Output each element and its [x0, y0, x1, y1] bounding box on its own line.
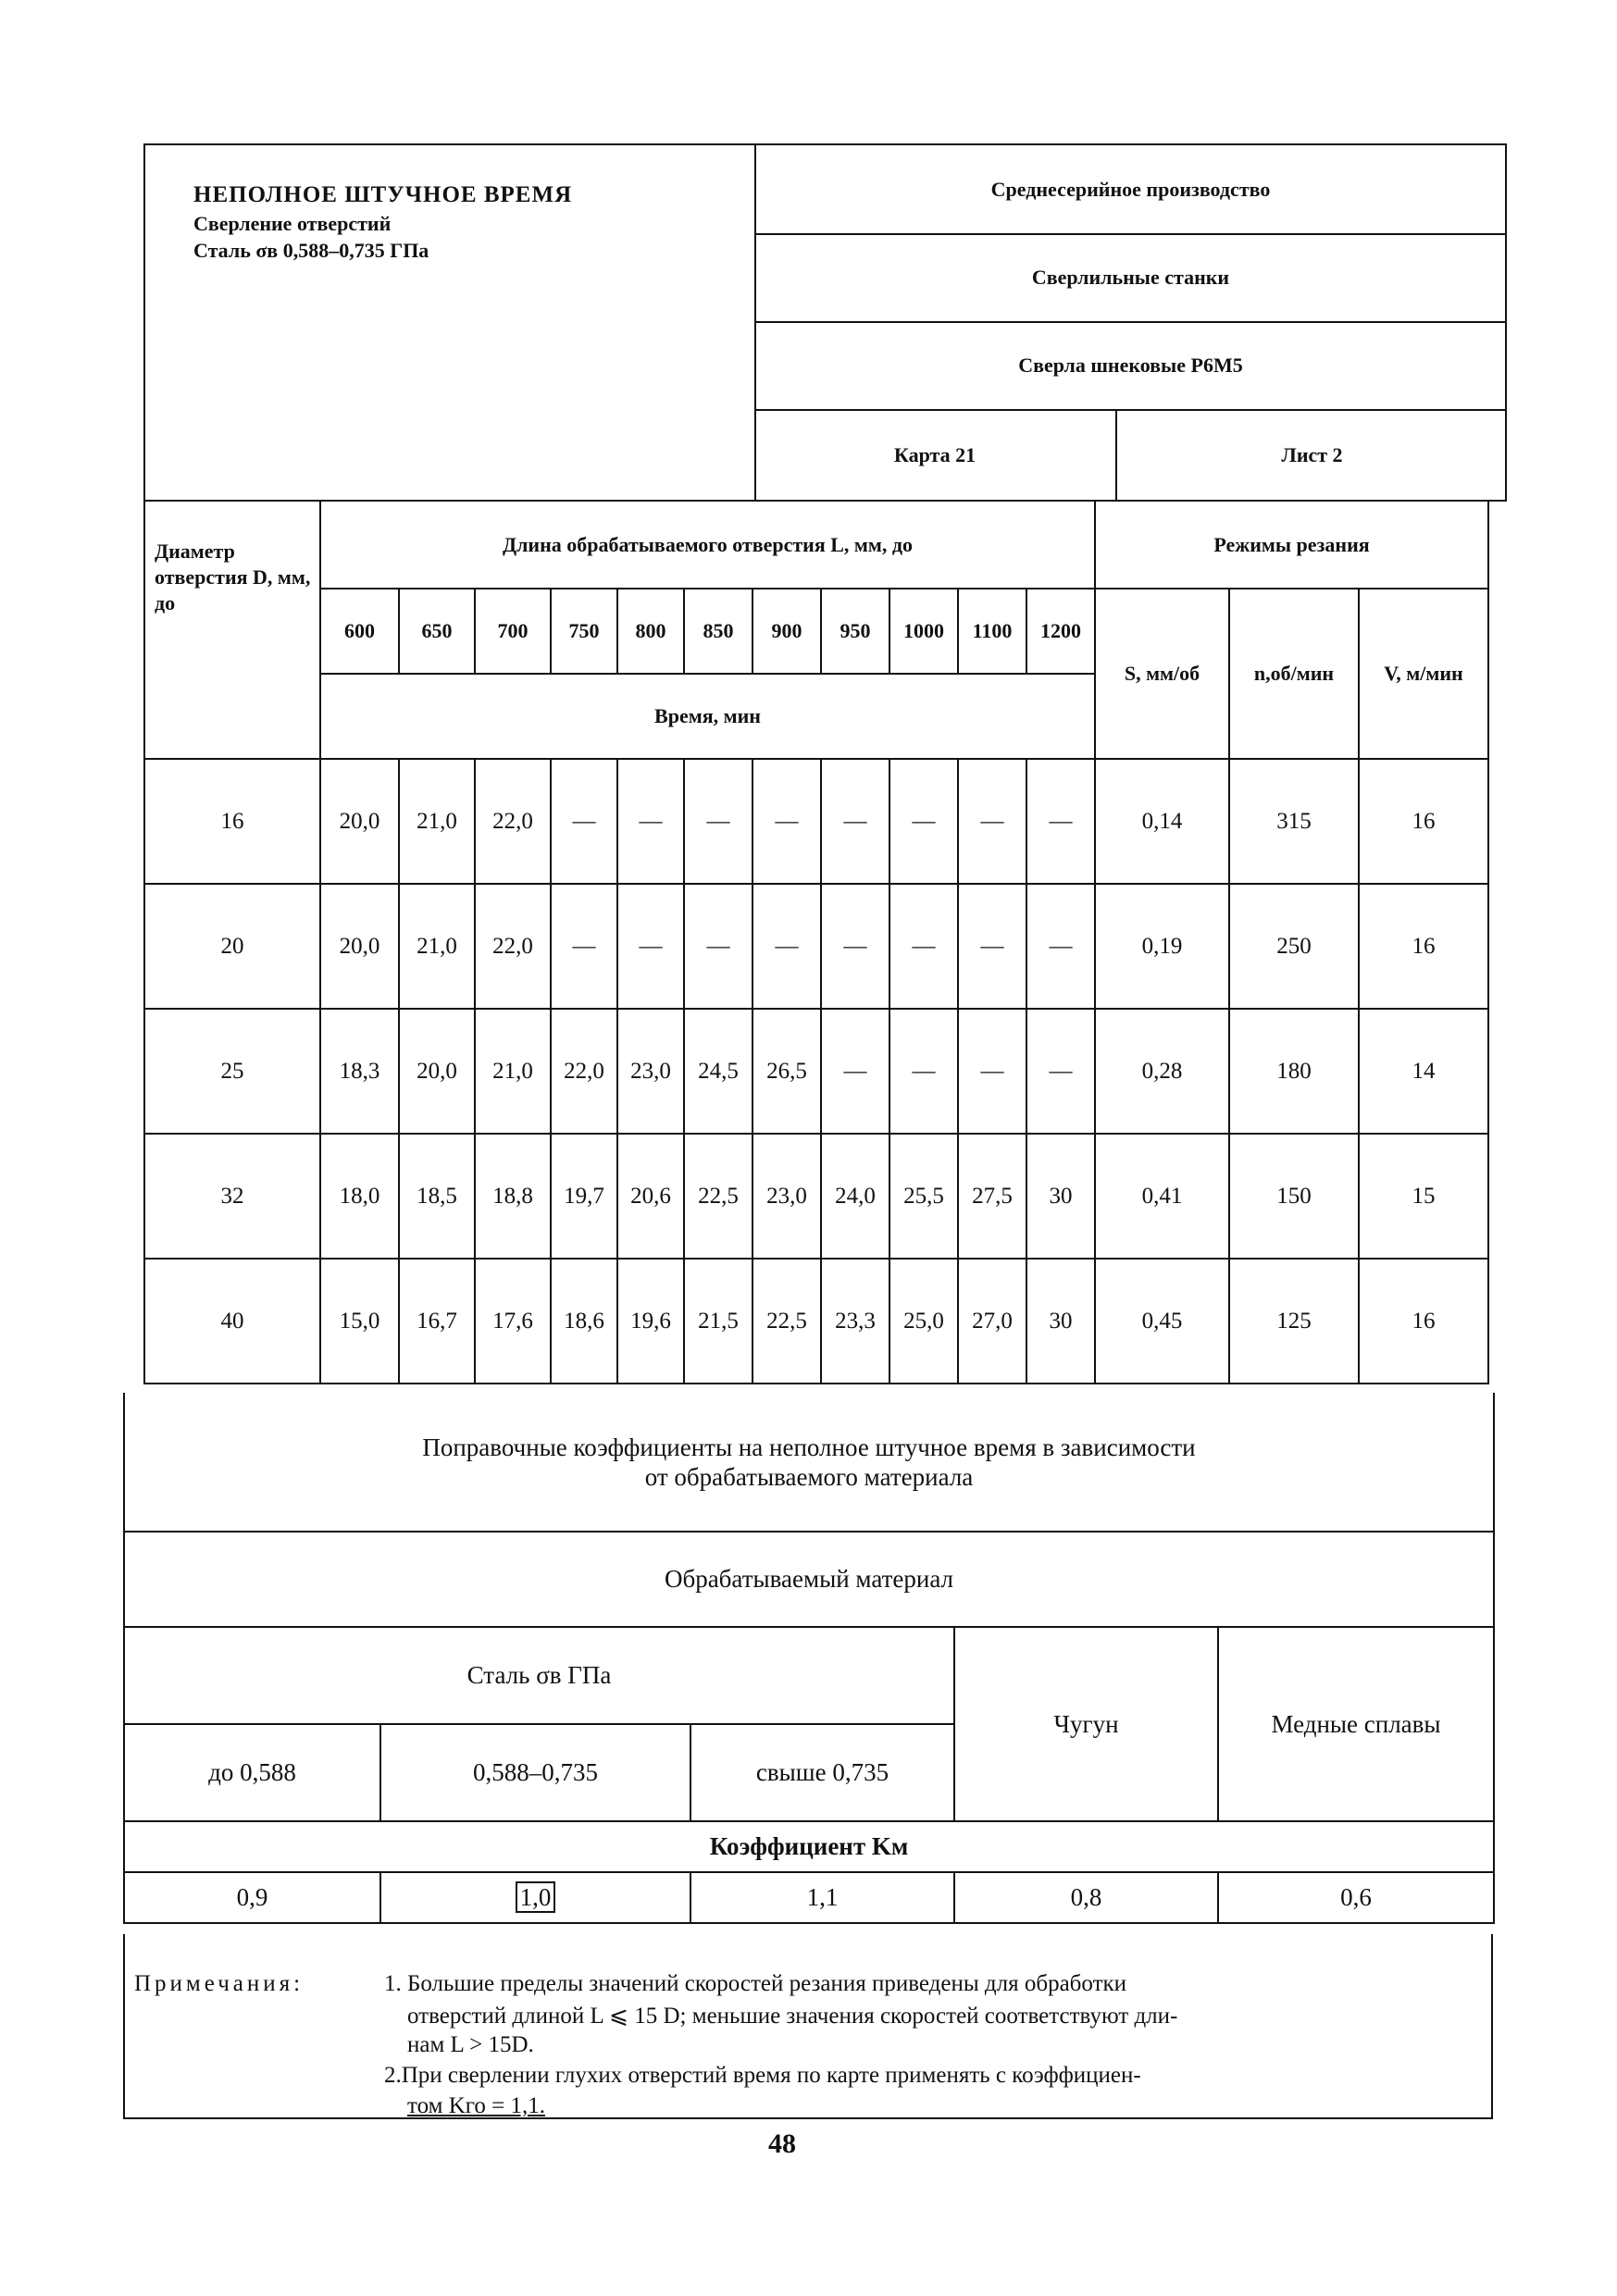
cast-iron-header: Чугун: [954, 1627, 1218, 1821]
diameter-cell: 40: [144, 1259, 320, 1384]
time-cell: 27,0: [958, 1259, 1026, 1384]
coef-header: Коэффициент Kм: [124, 1821, 1494, 1872]
length-col-600: 600: [320, 589, 399, 674]
time-cell: 19,7: [551, 1134, 617, 1259]
sheet-number: Лист 2: [1281, 443, 1343, 466]
time-cell: 20,0: [399, 1009, 475, 1134]
header-block: [143, 143, 1507, 502]
data-rows: [144, 759, 1488, 1384]
steel-header: Сталь σв ГПа: [124, 1627, 954, 1724]
time-cell: 23,0: [617, 1009, 684, 1134]
feed-header: S, мм/об: [1095, 589, 1229, 759]
time-cell: 23,3: [821, 1259, 889, 1384]
time-cell: —: [958, 759, 1026, 884]
coef-value-high: 1,1: [690, 1872, 954, 1923]
notes-block: [123, 1934, 1493, 2119]
note2-line2: том Kго = 1,1.: [407, 2093, 545, 2118]
time-cell: 30: [1026, 1134, 1095, 1259]
time-cell: 23,0: [753, 1134, 821, 1259]
feed-cell: 0,28: [1095, 1009, 1229, 1134]
note2-line1: 2.При сверлении глухих отверстий время по карте применять с коэффициен-: [384, 2063, 1141, 2088]
time-cell: 16,7: [399, 1259, 475, 1384]
time-cell: 25,5: [889, 1134, 958, 1259]
length-col-1000: 1000: [889, 589, 958, 674]
time-header: Время, мин: [320, 674, 1095, 759]
time-cell: —: [753, 884, 821, 1009]
time-cell: —: [889, 1009, 958, 1134]
feed-cell: 0,45: [1095, 1259, 1229, 1384]
feed-cell: 0,19: [1095, 884, 1229, 1009]
rpm-cell: 250: [1229, 884, 1359, 1009]
velocity-cell: 15: [1359, 1134, 1488, 1259]
time-cell: 21,0: [399, 759, 475, 884]
time-cell: 27,5: [958, 1134, 1026, 1259]
time-cell: 17,6: [475, 1259, 551, 1384]
time-cell: —: [551, 759, 617, 884]
time-cell: —: [958, 1009, 1026, 1134]
time-cell: 24,5: [684, 1009, 753, 1134]
time-cell: 21,0: [399, 884, 475, 1009]
coef-value-copper: 0,6: [1218, 1872, 1494, 1923]
time-cell: 22,5: [753, 1259, 821, 1384]
page-number: 48: [768, 2128, 796, 2159]
rpm-cell: 315: [1229, 759, 1359, 884]
time-cell: 19,6: [617, 1259, 684, 1384]
coef-value-cast-iron: 0,8: [954, 1872, 1218, 1923]
length-header: Длина обрабатываемого отверстия L, мм, до: [320, 501, 1095, 589]
feed-cell: 0,41: [1095, 1134, 1229, 1259]
diameter-header: Диаметр отверстия D, мм, до: [144, 501, 320, 759]
page-title: НЕПОЛНОЕ ШТУЧНОЕ ВРЕМЯ: [193, 182, 573, 207]
time-cell: —: [1026, 1009, 1095, 1134]
length-col-800: 800: [617, 589, 684, 674]
rpm-cell: 180: [1229, 1009, 1359, 1134]
length-col-900: 900: [753, 589, 821, 674]
modes-header: Режимы резания: [1095, 501, 1488, 589]
time-cell: 26,5: [753, 1009, 821, 1134]
length-col-650: 650: [399, 589, 475, 674]
coefficients-title: [124, 1393, 1494, 1532]
time-table: [143, 500, 1489, 1384]
length-col-1200: 1200: [1026, 589, 1095, 674]
note1-line2: отверстий длиной L ⩽ 15 D; меньшие значения скоростей соответствуют дли-: [407, 2004, 1178, 2029]
card-number: Карта 21: [754, 409, 1117, 502]
table-row: [144, 1259, 1488, 1384]
time-cell: —: [821, 759, 889, 884]
time-cell: 18,0: [320, 1134, 399, 1259]
length-col-750: 750: [551, 589, 617, 674]
time-cell: —: [684, 759, 753, 884]
velocity-cell: 16: [1359, 884, 1488, 1009]
length-col-700: 700: [475, 589, 551, 674]
diameter-cell: 32: [144, 1134, 320, 1259]
diameter-cell: 16: [144, 759, 320, 884]
velocity-header: V, м/мин: [1359, 589, 1488, 759]
time-cell: 22,0: [475, 759, 551, 884]
time-cell: 18,6: [551, 1259, 617, 1384]
time-cell: —: [889, 884, 958, 1009]
table-row: [144, 884, 1488, 1009]
time-cell: —: [684, 884, 753, 1009]
velocity-cell: 16: [1359, 759, 1488, 884]
speed-rpm-header: n,об/мин: [1229, 589, 1359, 759]
time-cell: —: [821, 1009, 889, 1134]
notes-label: Примечания:: [134, 1971, 305, 1996]
time-cell: 21,0: [475, 1009, 551, 1134]
coefficients-title-line2: от обрабатываемого материала: [644, 1462, 974, 1491]
steel-range-high: свыше 0,735: [690, 1724, 954, 1821]
steel-range-mid: 0,588–0,735: [380, 1724, 690, 1821]
time-cell: —: [753, 759, 821, 884]
time-cell: 20,0: [320, 884, 399, 1009]
note1-line3: нам L > 15D.: [407, 2032, 534, 2057]
coef-value-mid-cell: [380, 1872, 690, 1923]
coefficients-table: [123, 1393, 1495, 1924]
steel-range-low: до 0,588: [124, 1724, 380, 1821]
tool-cell: [754, 321, 1507, 411]
table-row: [144, 1134, 1488, 1259]
velocity-cell: 14: [1359, 1009, 1488, 1134]
time-cell: —: [958, 884, 1026, 1009]
length-col-850: 850: [684, 589, 753, 674]
card-sheet-row: [754, 409, 1507, 502]
header-left: [145, 145, 756, 502]
feed-cell: 0,14: [1095, 759, 1229, 884]
time-cell: —: [1026, 884, 1095, 1009]
time-cell: 22,5: [684, 1134, 753, 1259]
time-cell: 20,6: [617, 1134, 684, 1259]
note1-line1: 1. Большие пределы значений скоростей резания приведены для обработки: [384, 1971, 1127, 1996]
material-header: Обрабатываемый материал: [124, 1532, 1494, 1627]
length-col-950: 950: [821, 589, 889, 674]
time-cell: 22,0: [475, 884, 551, 1009]
coefficients-title-line1: Поправочные коэффициенты на неполное штучное время в зависимости: [422, 1433, 1196, 1461]
time-cell: 18,8: [475, 1134, 551, 1259]
machines-cell: [754, 233, 1507, 323]
machines-label: Сверлильные станки: [1031, 265, 1230, 289]
time-cell: —: [617, 759, 684, 884]
time-cell: 20,0: [320, 759, 399, 884]
length-col-1100: 1100: [958, 589, 1026, 674]
time-cell: —: [889, 759, 958, 884]
time-cell: —: [551, 884, 617, 1009]
time-cell: 25,0: [889, 1259, 958, 1384]
time-cell: —: [821, 884, 889, 1009]
rpm-cell: 150: [1229, 1134, 1359, 1259]
time-cell: —: [617, 884, 684, 1009]
page-subtitle-operation: Сверление отверстий: [193, 212, 392, 235]
time-cell: 24,0: [821, 1134, 889, 1259]
copper-header: Медные сплавы: [1218, 1627, 1494, 1821]
time-cell: 18,5: [399, 1134, 475, 1259]
production-label: Среднесерийное производство: [990, 177, 1271, 201]
coef-value-low: 0,9: [124, 1872, 380, 1923]
page-subtitle-material: Сталь σв 0,588–0,735 ГПа: [193, 239, 429, 262]
time-cell: 18,3: [320, 1009, 399, 1134]
production-cell: [754, 145, 1507, 235]
time-cell: 22,0: [551, 1009, 617, 1134]
time-cell: —: [1026, 759, 1095, 884]
rpm-cell: 125: [1229, 1259, 1359, 1384]
time-cell: 30: [1026, 1259, 1095, 1384]
table-row: [144, 759, 1488, 884]
tool-label: Сверла шнековые Р6М5: [1018, 353, 1243, 377]
diameter-cell: 20: [144, 884, 320, 1009]
coef-value-mid: 1,0: [516, 1881, 556, 1913]
velocity-cell: 16: [1359, 1259, 1488, 1384]
diameter-cell: 25: [144, 1009, 320, 1134]
time-cell: 21,5: [684, 1259, 753, 1384]
time-cell: 15,0: [320, 1259, 399, 1384]
table-row: [144, 1009, 1488, 1134]
